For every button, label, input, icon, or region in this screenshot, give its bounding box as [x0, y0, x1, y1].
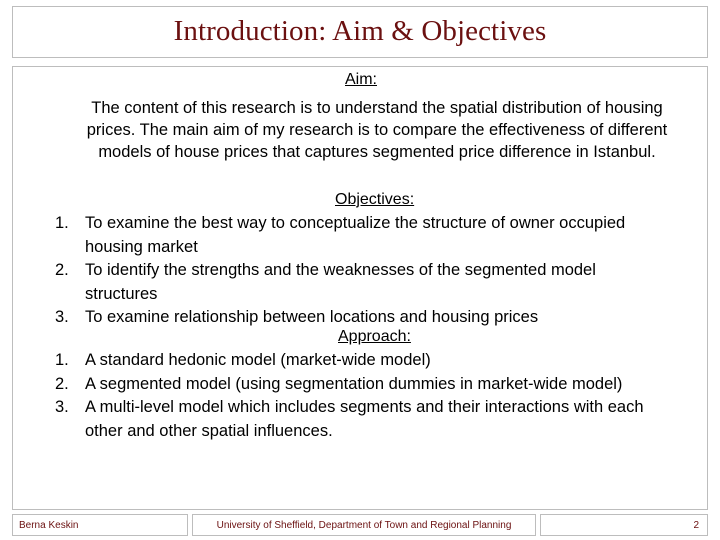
item-number: 3.: [55, 308, 69, 326]
title-box: [12, 6, 708, 58]
item-text: other and other spatial influences.: [85, 421, 333, 440]
item-text: structures: [85, 284, 158, 303]
footer-author-cell: [12, 514, 188, 536]
aim-paragraph: [47, 97, 707, 163]
footer-author: Berna Keskin: [19, 519, 79, 531]
item-number: 1.: [55, 214, 69, 232]
list-item: [43, 396, 693, 443]
item-number: 2.: [55, 261, 69, 279]
item-number: 2.: [55, 374, 69, 393]
aim-line: prices. The main aim of my research is to compare the effectiveness of different: [86, 121, 668, 139]
item-text: A segmented model (using segmentation dummies in market-wide model): [85, 374, 623, 393]
list-item: [43, 349, 693, 373]
aim-heading: Aim:: [345, 71, 377, 88]
objectives-list: [43, 212, 693, 330]
item-number: 3.: [55, 398, 69, 416]
list-item: [43, 212, 693, 259]
item-text: housing market: [85, 237, 198, 256]
item-text: To identify the strengths and the weaknesses of the segmented model: [85, 261, 596, 279]
content-box: [12, 66, 708, 510]
approach-heading: Approach:: [338, 328, 411, 345]
item-text: A standard hedonic model (market-wide model): [85, 351, 431, 369]
item-text: To examine the best way to conceptualize the structure of owner occupied: [85, 214, 626, 232]
item-text: To examine relationship between locations and housing prices: [85, 308, 539, 326]
page-number: 2: [693, 519, 699, 531]
slide-title: Introduction: Aim & Objectives: [173, 14, 547, 47]
footer-page-cell: [540, 514, 708, 536]
objectives-heading: Objectives:: [335, 191, 415, 208]
aim-line: The content of this research is to understand the spatial distribution of housing: [91, 99, 663, 117]
list-item: [43, 306, 693, 330]
approach-list: [43, 349, 693, 443]
list-item: [43, 373, 693, 397]
footer-institution-cell: [192, 514, 536, 536]
footer-institution: University of Sheffield, Department of Town and Regional Planning: [216, 519, 512, 531]
list-item: [43, 259, 693, 306]
item-text: A multi-level model which includes segments and their interactions with each: [85, 398, 644, 416]
aim-line: models of house prices that captures segmented price difference in Istanbul.: [98, 143, 656, 161]
item-number: 1.: [55, 351, 69, 369]
